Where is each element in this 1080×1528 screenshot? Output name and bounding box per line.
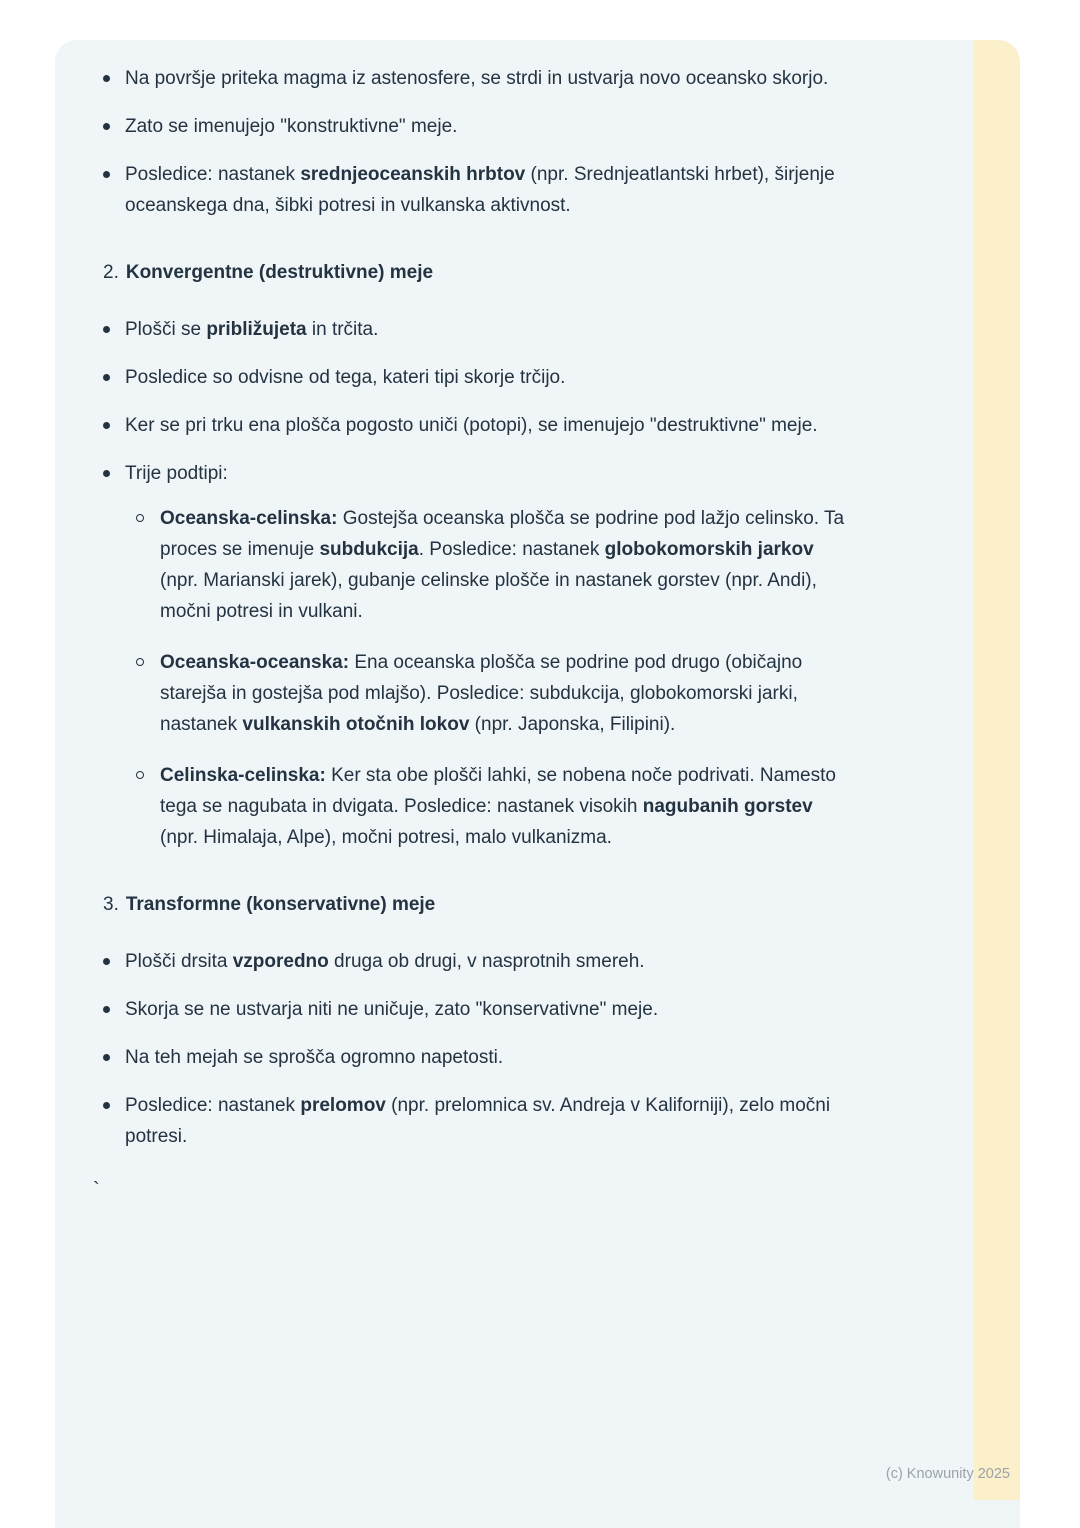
list-item-text: Ker se pri trku ena plošča pogosto uniči (potopi), se imenujejo "destruktivne" meje. — [125, 415, 818, 436]
list-item-text: Posledice: nastanek prelomov (npr. prelomnica sv. Andreja v Kaliforniji), zelo močni potresi. — [125, 1095, 831, 1147]
circle-bullet-icon — [136, 771, 144, 779]
list-item-text: Celinska-celinska: Ker sta obe plošči lahki, se nobena noče podrivati. Namesto tega se nagubata in dvigata. Posledice: nastanek visokih nagubanih gorstev (npr. Himalaja, Alpe), močni potresi, malo vulkanizma. — [160, 765, 836, 848]
list-item — [103, 314, 845, 345]
list-item — [103, 1090, 845, 1152]
list-item-text: Zato se imenujejo "konstruktivne" meje. — [125, 116, 458, 137]
section-number: 2. — [103, 262, 119, 283]
list-item — [136, 503, 845, 627]
list-item — [103, 159, 845, 221]
copyright-footer: (c) Knowunity 2025 — [885, 1466, 1010, 1482]
intro-bullet-list — [103, 63, 845, 221]
stray-backtick-character: ` — [93, 1179, 100, 1201]
list-item — [103, 111, 845, 142]
section-title: Konvergentne (destruktivne) meje — [125, 262, 434, 283]
disc-bullet-icon — [103, 171, 110, 178]
section-convergent-boundaries — [103, 257, 845, 853]
list-item-text: Posledice: nastanek srednjeoceanskih hrbtov (npr. Srednjeatlantski hrbet), širjenje oceanskega dna, šibki potresi in vulkanska aktivnost. — [125, 164, 835, 216]
disc-bullet-icon — [103, 470, 110, 477]
disc-bullet-icon — [103, 958, 110, 965]
list-item — [136, 647, 845, 740]
disc-bullet-icon — [103, 374, 110, 381]
section-number: 3. — [103, 894, 119, 915]
list-item-text: Na teh mejah se sprošča ogromno napetosti. — [125, 1047, 504, 1068]
disc-bullet-icon — [103, 1006, 110, 1013]
list-item — [136, 760, 845, 853]
list-item — [103, 362, 845, 393]
section-heading — [103, 889, 845, 920]
list-item-text: Plošči drsita vzporedno druga ob drugi, v nasprotnih smereh. — [125, 951, 645, 972]
circle-bullet-icon — [136, 514, 144, 522]
disc-bullet-icon — [103, 1102, 110, 1109]
sub-bullet-list — [136, 503, 845, 853]
disc-bullet-icon — [103, 422, 110, 429]
list-item-text: Skorja se ne ustvarja niti ne uničuje, zato "konservativne" meje. — [125, 999, 659, 1020]
notes-page-card — [55, 40, 1020, 1528]
list-item-text: Oceanska-oceanska: Ena oceanska plošča se podrine pod drugo (običajno starejša in gostejša pod mlajšo). Posledice: subdukcija, globokomorski jarki, nastanek vulkanskih otočnih lokov (npr. Japonska, Filipini). — [160, 652, 803, 735]
list-item — [103, 946, 845, 977]
section-heading — [103, 257, 845, 288]
list-item-text: Oceanska-celinska: Gostejša oceanska plošča se podrine pod lažjo celinsko. Ta proces se imenuje subdukcija. Posledice: nastanek globokomorskih jarkov (npr. Marianski jarek), gubanje celinske plošče in nastanek gorstev (npr. Andi), močni potresi in vulkani. — [160, 508, 845, 622]
disc-bullet-icon — [103, 1054, 110, 1061]
notes-content — [55, 40, 1020, 1202]
section-title: Transformne (konservativne) meje — [125, 894, 436, 915]
list-item — [103, 994, 845, 1025]
list-item — [103, 63, 845, 94]
list-item — [103, 410, 845, 441]
disc-bullet-icon — [103, 326, 110, 333]
circle-bullet-icon — [136, 658, 144, 666]
disc-bullet-icon — [103, 123, 110, 130]
list-item-text: Posledice so odvisne od tega, kateri tipi skorje trčijo. — [125, 367, 566, 388]
list-item-text: Trije podtipi: — [125, 463, 228, 484]
list-item — [103, 458, 845, 853]
list-item — [103, 1042, 845, 1073]
list-item-text: Plošči se približujeta in trčita. — [125, 319, 379, 340]
section-bullet-list — [103, 314, 845, 853]
section-bullet-list — [103, 946, 845, 1152]
list-item-text: Na površje priteka magma iz astenosfere, se strdi in ustvarja novo oceansko skorjo. — [125, 68, 829, 89]
disc-bullet-icon — [103, 75, 110, 82]
section-transform-boundaries — [103, 889, 845, 1152]
